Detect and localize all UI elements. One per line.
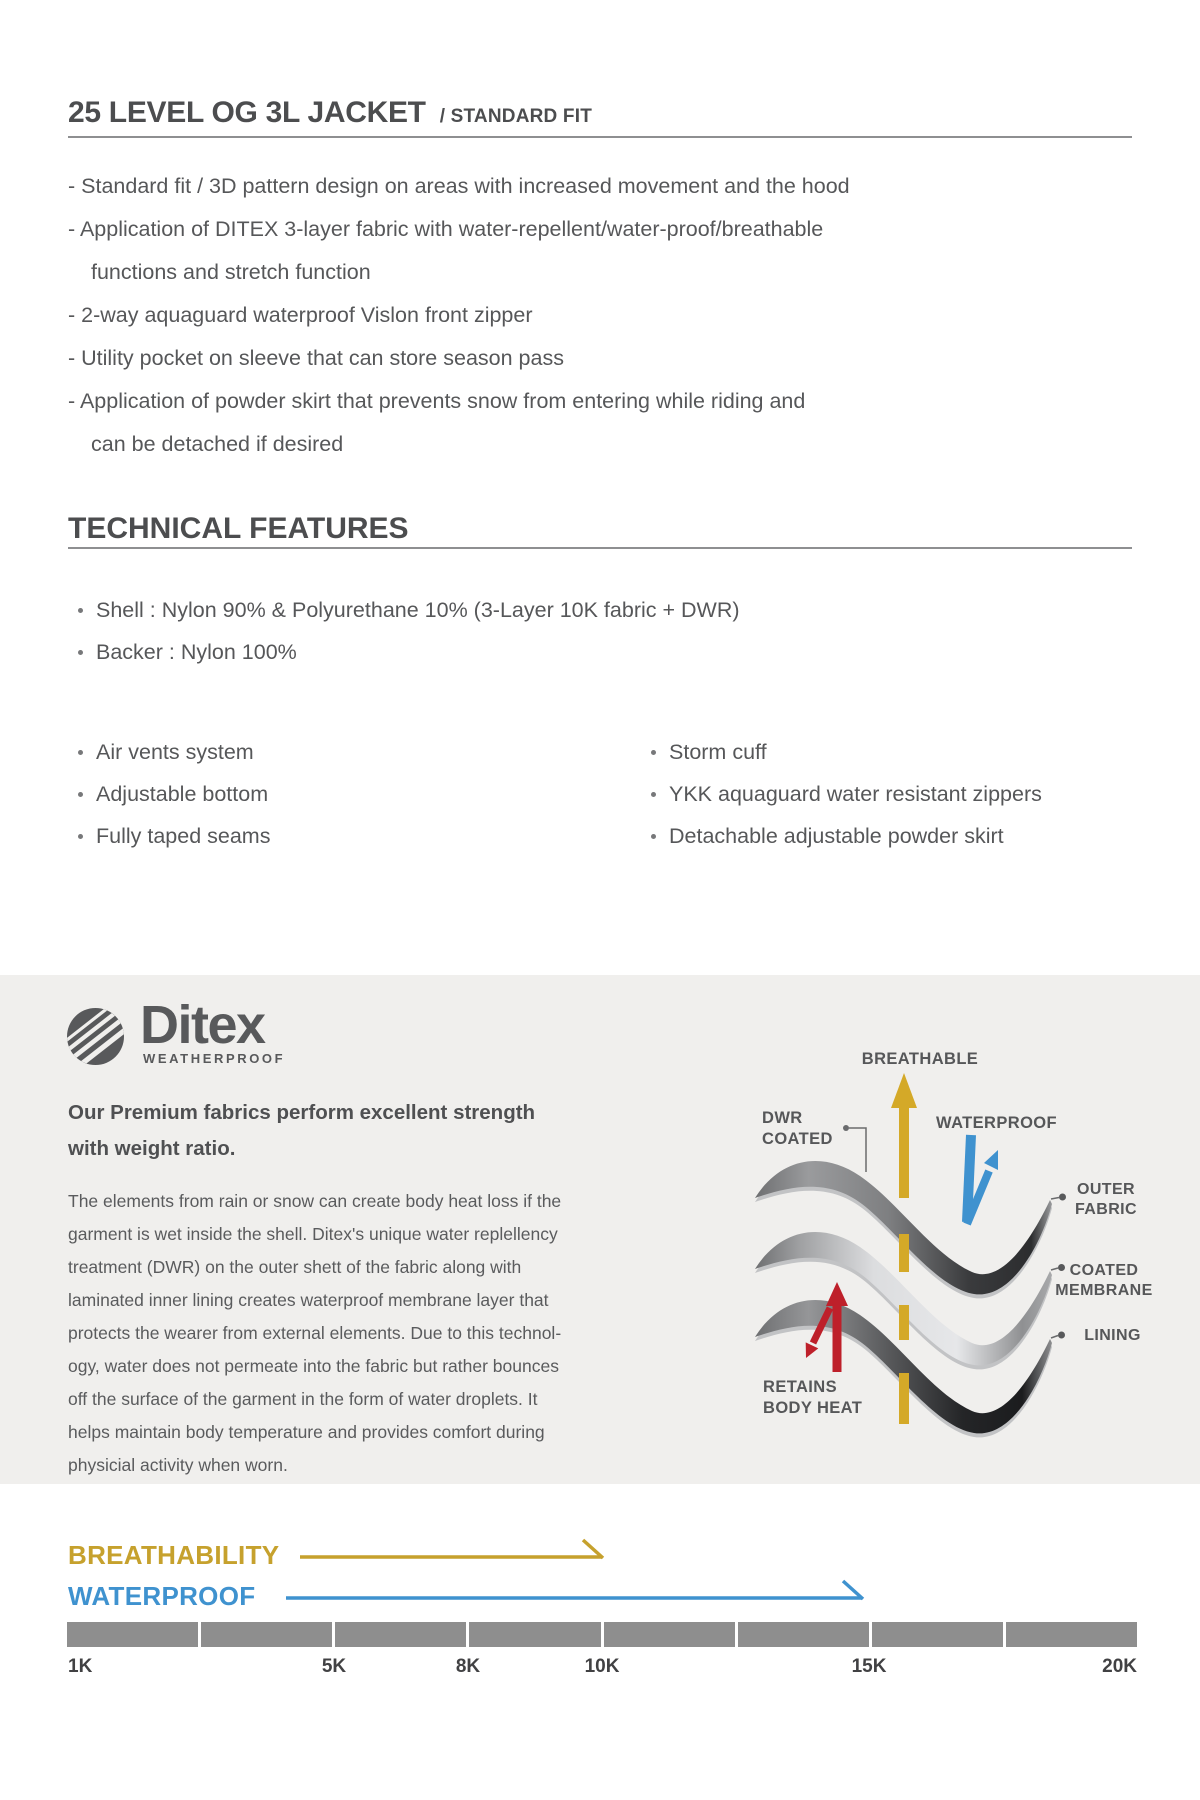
diagram-label-line: FABRIC [1075, 1201, 1137, 1218]
diagram-label-dwr-coated [762, 1108, 833, 1150]
bullet-dot-icon [78, 650, 83, 655]
diagram-label-waterproof: WATERPROOF [936, 1114, 1058, 1132]
feature-text: Adjustable bottom [96, 782, 269, 806]
bullet-dot-icon [78, 750, 83, 755]
intro-line-continuation: functions and stretch function [91, 260, 371, 284]
product-title: 25 LEVEL OG 3L JACKET [68, 96, 426, 129]
scale-bar-segment [1006, 1622, 1137, 1647]
ditex-paragraph [68, 1185, 678, 1482]
bullet-dot-icon [78, 834, 83, 839]
bullet-dot-icon [651, 834, 656, 839]
diagram-label-line: COATED [1069, 1262, 1139, 1279]
breathability-arrow-line [300, 1540, 603, 1558]
list-item [68, 631, 740, 673]
scale-tick-label: 10K [584, 1656, 620, 1677]
ditex-heading-line: with weight ratio. [68, 1137, 236, 1160]
intro-line: - Application of DITEX 3-layer fabric with water-repellent/water-proof/breathable [68, 217, 824, 241]
scale-tick-label: 20K [1102, 1656, 1137, 1677]
waterproof-label: WATERPROOF [68, 1581, 256, 1611]
list-item [641, 815, 1042, 857]
rating-scale-bar [67, 1622, 1137, 1647]
ditex-brand-subtitle: WEATHERPROOF [143, 1051, 286, 1066]
paragraph-line: The elements from rain or snow can create body heat loss if the [68, 1191, 562, 1211]
list-item [68, 731, 270, 773]
bullet-dot-icon [651, 750, 656, 755]
intro-line-continuation: can be detached if desired [91, 432, 344, 456]
diagram-label-line: COATED [762, 1130, 833, 1148]
bullet-dot-icon [78, 792, 83, 797]
list-item [641, 773, 1042, 815]
waterproof-arrow-icon [967, 1135, 998, 1224]
scale-tick-label: 8K [455, 1656, 481, 1677]
list-item [68, 815, 270, 857]
breathability-label: BREATHABILITY [68, 1540, 280, 1570]
diagram-label-line: OUTER [1077, 1181, 1135, 1198]
diagram-label-line: MEMBRANE [1055, 1282, 1153, 1299]
scale-tick-label: 5K [321, 1656, 347, 1677]
title-divider [68, 136, 1132, 138]
diagram-label-breathable: BREATHABLE [861, 1050, 979, 1068]
bullet-dot-icon [651, 792, 656, 797]
scale-bar-segment [738, 1622, 869, 1647]
intro-line: - 2-way aquaguard waterproof Vislon front zipper [68, 303, 533, 327]
intro-line: - Application of powder skirt that prevents snow from entering while riding and [68, 389, 806, 413]
diagram-label-coated-membrane [1046, 1261, 1162, 1301]
list-item [641, 731, 1042, 773]
ditex-heading-line: Our Premium fabrics perform excellent strength [68, 1101, 536, 1124]
feature-list-left [68, 731, 270, 857]
scale-tick-label: 1K [68, 1656, 93, 1677]
fabric-layer-diagram [650, 1040, 1160, 1490]
intro-bullet-list [68, 165, 1148, 466]
diagram-label-line: RETAINS [763, 1378, 837, 1396]
scale-bar-segment [201, 1622, 332, 1647]
feature-text: YKK aquaguard water resistant zippers [669, 782, 1042, 806]
feature-text: Fully taped seams [96, 824, 271, 848]
feature-text: Storm cuff [669, 740, 767, 764]
paragraph-line: physicial activity when worn. [68, 1455, 288, 1475]
scale-tick-label: 15K [851, 1656, 887, 1677]
dwr-leader-line [843, 1125, 866, 1172]
spec-text: Backer : Nylon 100% [96, 640, 297, 664]
spec-text: Shell : Nylon 90% & Polyurethane 10% (3-Layer 10K fabric + DWR) [96, 598, 740, 622]
ditex-logo-icon [67, 1008, 124, 1065]
diagram-label-outer-fabric [1066, 1180, 1146, 1220]
list-item [68, 589, 740, 631]
paragraph-line: garment is wet inside the shell. Ditex's unique water replellency [68, 1224, 558, 1244]
feature-text: Air vents system [96, 740, 254, 764]
list-item [68, 773, 270, 815]
intro-line: - Standard fit / 3D pattern design on areas with increased movement and the hood [68, 174, 850, 198]
paragraph-line: ogy, water does not permeate into the fabric but rather bounces [68, 1356, 559, 1376]
lining-leader-line [1051, 1332, 1065, 1339]
diagram-label-line: DWR [762, 1109, 803, 1127]
feature-list-right [641, 731, 1042, 857]
bullet-dot-icon [78, 608, 83, 613]
waterproof-arrow-line [286, 1581, 863, 1599]
paragraph-line: helps maintain body temperature and provides comfort during [68, 1422, 545, 1442]
scale-bar-segment [335, 1622, 466, 1647]
technical-features-heading: TECHNICAL FEATURES [68, 512, 409, 545]
scale-bar-segment [67, 1622, 198, 1647]
technical-divider [68, 547, 1132, 549]
diagram-label-lining: LINING [1084, 1327, 1141, 1344]
feature-text: Detachable adjustable powder skirt [669, 824, 1004, 848]
page-title-row [68, 96, 592, 130]
paragraph-line: treatment (DWR) on the outer shett of the fabric along with [68, 1257, 522, 1277]
outer-fabric-leader-line [1051, 1194, 1066, 1201]
diagram-label-line: BODY HEAT [763, 1399, 863, 1417]
spec-list [68, 589, 740, 673]
diagram-label-retains-body-heat [763, 1377, 862, 1419]
paragraph-line: off the surface of the garment in the form of water droplets. It [68, 1389, 538, 1409]
paragraph-line: laminated inner lining creates waterproof membrane layer that [68, 1290, 549, 1310]
paragraph-line: protects the wearer from external elements. Due to this technol- [68, 1323, 562, 1343]
ditex-brand-name: Ditex [140, 995, 265, 1055]
scale-bar-segment [469, 1622, 600, 1647]
ditex-heading [68, 1095, 668, 1167]
fit-label: / STANDARD FIT [439, 106, 593, 127]
scale-bar-segment [872, 1622, 1003, 1647]
intro-line: - Utility pocket on sleeve that can store season pass [68, 346, 564, 370]
scale-bar-segment [604, 1622, 735, 1647]
